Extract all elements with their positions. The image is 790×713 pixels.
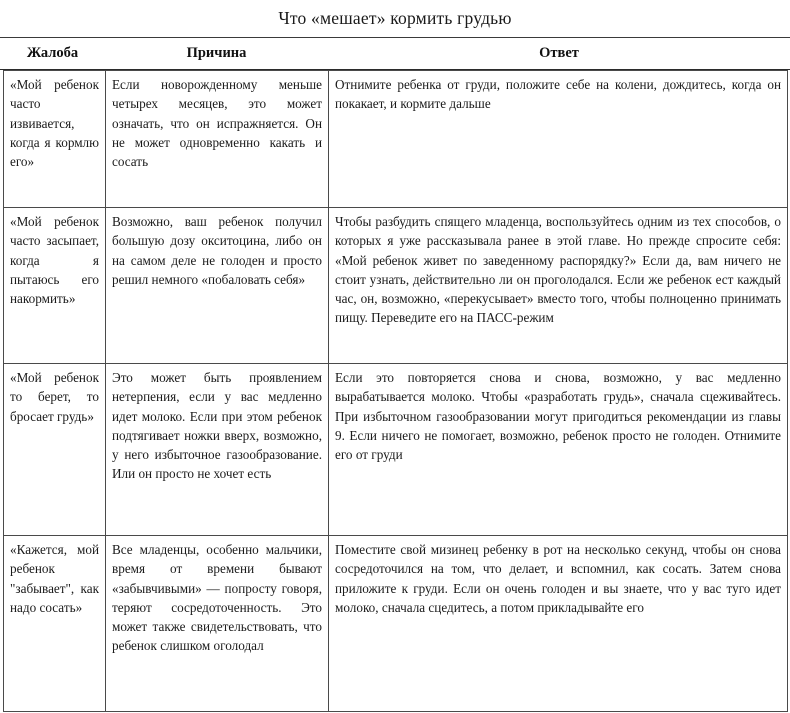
cell-complaint: «Мой ребенок то берет, то бросает грудь» <box>4 364 106 536</box>
column-header-complaint: Жалоба <box>26 45 79 61</box>
table-title-row <box>0 0 790 38</box>
cell-complaint: «Мой ребенок часто засыпает, когда я пытаюсь его накормить» <box>4 208 106 364</box>
cell-answer: Если это повторяется снова и снова, возможно, у вас медленно вырабатывается молоко. Чтобы «разработать грудь», сначала сцеживайтесь. При избыточном газообразовании могут пригодиться рекомендации из главы 9. Если ничего не помогает, возможно, ребенок просто не голоден. Отнимите его от груди <box>329 364 788 536</box>
column-header-answer: Ответ <box>539 45 579 61</box>
table-row <box>4 71 788 208</box>
cell-answer: Отнимите ребенка от груди, положите себе на колени, дождитесь, когда он покакает, и кормите дальше <box>329 71 788 208</box>
page-title: Что «мешает» кормить грудью <box>278 8 512 28</box>
cell-reason: Это может быть проявлением нетерпения, если у вас медленно идет молоко. Если при этом ребенок подтягивает ножки вверх, возможно, у него избыточное газообразование. Или он просто не хочет есть <box>106 364 329 536</box>
cell-answer: Чтобы разбудить спящего младенца, воспользуйтесь одним из тех способов, о которых я уже рассказывала ранее в этой главе. Но прежде спросите себя: «Мой ребенок живет по заведенному распорядку?» Если да, вам ничего не стоит узнать, действительно ли он проголодался. Если же ребенок ест каждый час, он, возможно, «перекусывает» вместо того, чтобы полноценно принимать пищу. Переведите его на ПАСС-режим <box>329 208 788 364</box>
complaints-table <box>3 70 788 712</box>
cell-answer: Поместите свой мизинец ребенку в рот на несколько секунд, чтобы он снова сосредоточился на том, что делает, и вспомнил, как сосать. Затем снова приложите к груди. Если он очень голоден и вы знаете, что у вас туго идет молоко, сначала сцедитесь, а потом прикладывайте его <box>329 536 788 712</box>
cell-reason: Все младенцы, особенно мальчики, время от времени бывают «забывчивыми» — попросту говоря, теряют сосредоточенность. Это может также свидетельствовать, что ребенок слишком оголодал <box>106 536 329 712</box>
table-header-row <box>0 38 790 70</box>
cell-reason: Если новорожденному меньше четырех месяцев, это может означать, что он испражняется. Он не может одновременно какать и сосать <box>106 71 329 208</box>
cell-reason: Возможно, ваш ребенок получил большую дозу окситоцина, либо он на самом деле не голоден и просто решил немного «побаловать себя» <box>106 208 329 364</box>
cell-complaint: «Мой ребенок часто извивается, когда я кормлю его» <box>4 71 106 208</box>
table-row <box>4 364 788 536</box>
table-row <box>4 208 788 364</box>
column-header-reason: Причина <box>186 45 247 61</box>
cell-complaint: «Кажется, мой ребенок "забывает", как надо сосать» <box>4 536 106 712</box>
table-row <box>4 536 788 712</box>
